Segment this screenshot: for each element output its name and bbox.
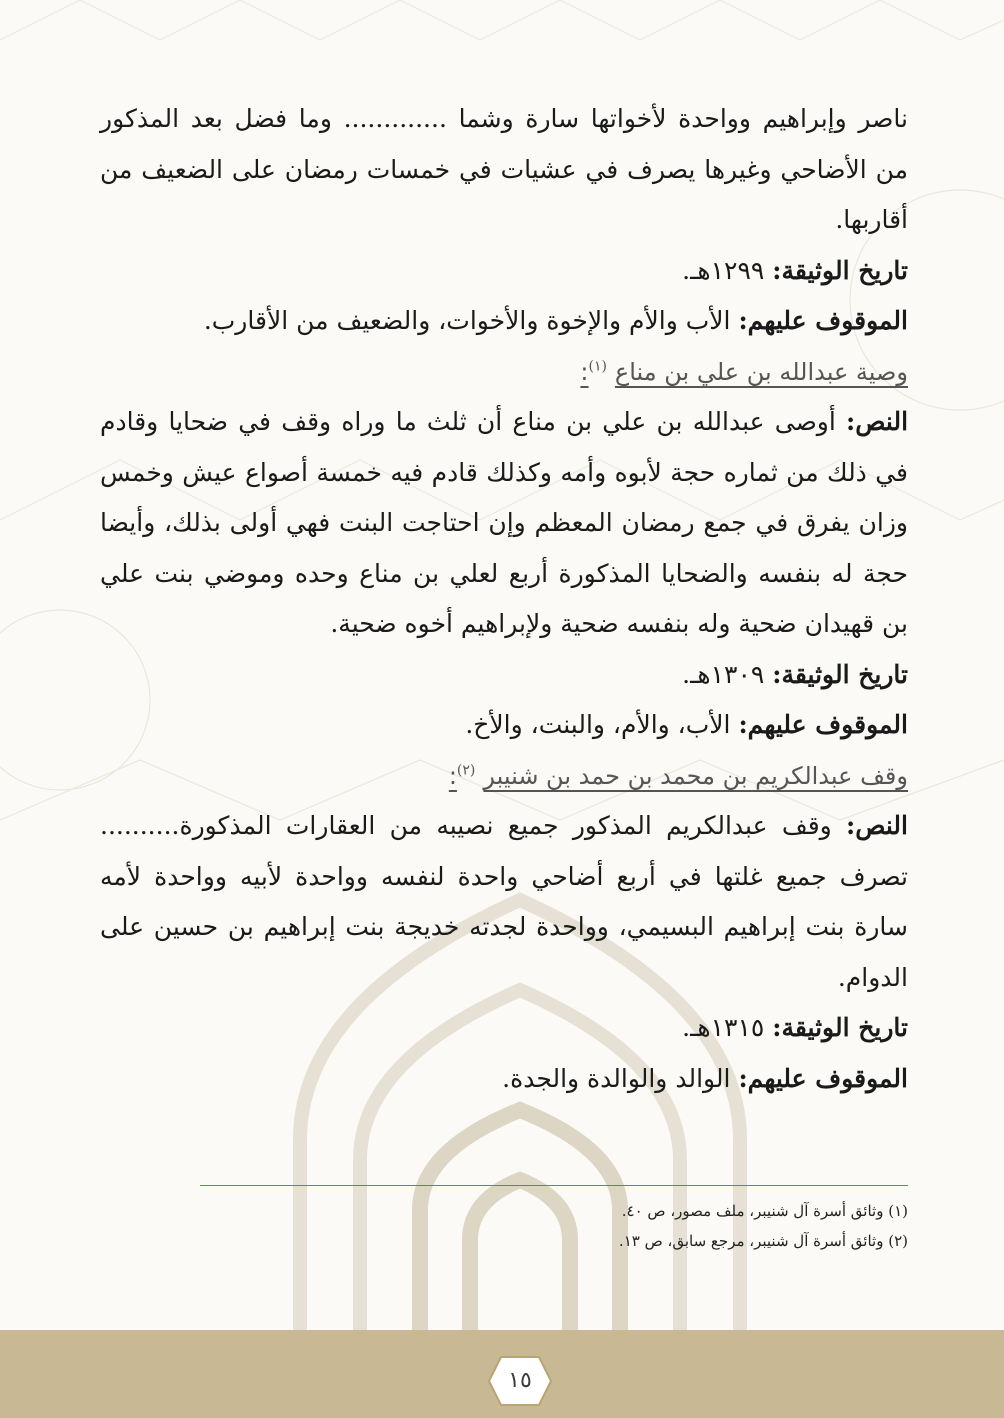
beneficiaries-label: الموقوف عليهم:	[738, 710, 908, 739]
date-value: ١٢٩٩هـ.	[682, 255, 765, 285]
beneficiaries-line-2	[100, 700, 908, 751]
date-label: تاريخ الوثيقة:	[772, 255, 908, 285]
section-heading-2	[100, 347, 908, 398]
date-value: ١٣٠٩هـ.	[682, 659, 765, 689]
text-label: النص:	[846, 811, 908, 840]
body-text	[100, 94, 908, 1104]
beneficiaries-line-1	[100, 296, 908, 347]
heading-colon: :	[580, 357, 589, 386]
heading-text: وصية عبدالله بن علي بن مناع	[614, 357, 908, 386]
date-line-3	[100, 1003, 908, 1054]
footnote-2: (٢) وثائق أسرة آل شنيبر، مرجع سابق، ص ١٣.	[618, 1232, 908, 1250]
beneficiaries-value: الأب والأم والإخوة والأخوات، والضعيف من الأقارب.	[203, 306, 731, 335]
footnote-ref-2[interactable]: (٢)	[456, 762, 476, 779]
section-heading-3	[100, 751, 908, 802]
text-value: وقف عبدالكريم المذكور جميع نصيبه من العقارات المذكورة.......... تصرف جميع غلتها في أربع أضاحي واحدة لنفسه وواحدة لأبيه وواحدة لأمه سارة بنت إبراهيم البسيمي، وواحدة لجدته خديجة بنت إبراهيم بن حسين على الدوام.	[100, 811, 908, 992]
footnote-ref-1[interactable]: (١)	[588, 358, 607, 375]
paragraph-3	[100, 801, 908, 1003]
text-value: أوصى عبدالله بن علي بن مناع أن ثلث ما وراه وقف في ضحايا وقادم في ذلك من ثماره حجة لأبوه وأمه وكذلك قادم فيه خمسة أصواع عيش وخمس وزان يفرق في جمع رمضان المعظم وإن احتاجت البنت فهي أولى بذلك، وأيضا حجة له بنفسه والضحايا المذكورة أربع لعلي بن مناع وحده وموضي بنت علي بن قهيدان ضحية وله بنفسه ضحية ولإبراهيم أخوه ضحية.	[100, 407, 908, 638]
beneficiaries-label: الموقوف عليهم:	[738, 1063, 908, 1093]
footnote-1: (١) وثائق أسرة آل شنيبر، ملف مصور، ص ٤٠.	[621, 1202, 908, 1220]
date-line-2	[100, 650, 908, 701]
beneficiaries-label: الموقوف عليهم:	[738, 306, 908, 335]
heading-colon: :	[448, 761, 457, 790]
beneficiaries-value: الوالد والوالدة والجدة.	[502, 1063, 731, 1093]
text-label: النص:	[846, 407, 909, 436]
paragraph-1: ناصر وإبراهيم وواحدة لأخواتها سارة وشما ............. وما فضل بعد المذكور من الأضاحي وغيرها يصرف في عشيات في خمسات رمضان على الضعيف من أقاربها.	[100, 104, 908, 234]
paragraph-2	[100, 397, 908, 650]
beneficiaries-value: الأب، والأم، والبنت، والأخ.	[465, 710, 731, 739]
beneficiaries-line-3	[100, 1054, 908, 1105]
date-value: ١٣١٥هـ.	[682, 1013, 765, 1042]
date-line-1	[100, 246, 908, 297]
date-label: تاريخ الوثيقة:	[772, 659, 908, 689]
footnote-divider	[200, 1185, 908, 1186]
heading-text: وقف عبدالكريم بن محمد بن حمد بن شنيبر	[483, 761, 908, 790]
footnotes	[200, 1196, 908, 1256]
page-number: ١٥	[508, 1368, 532, 1393]
date-label: تاريخ الوثيقة:	[772, 1013, 908, 1042]
